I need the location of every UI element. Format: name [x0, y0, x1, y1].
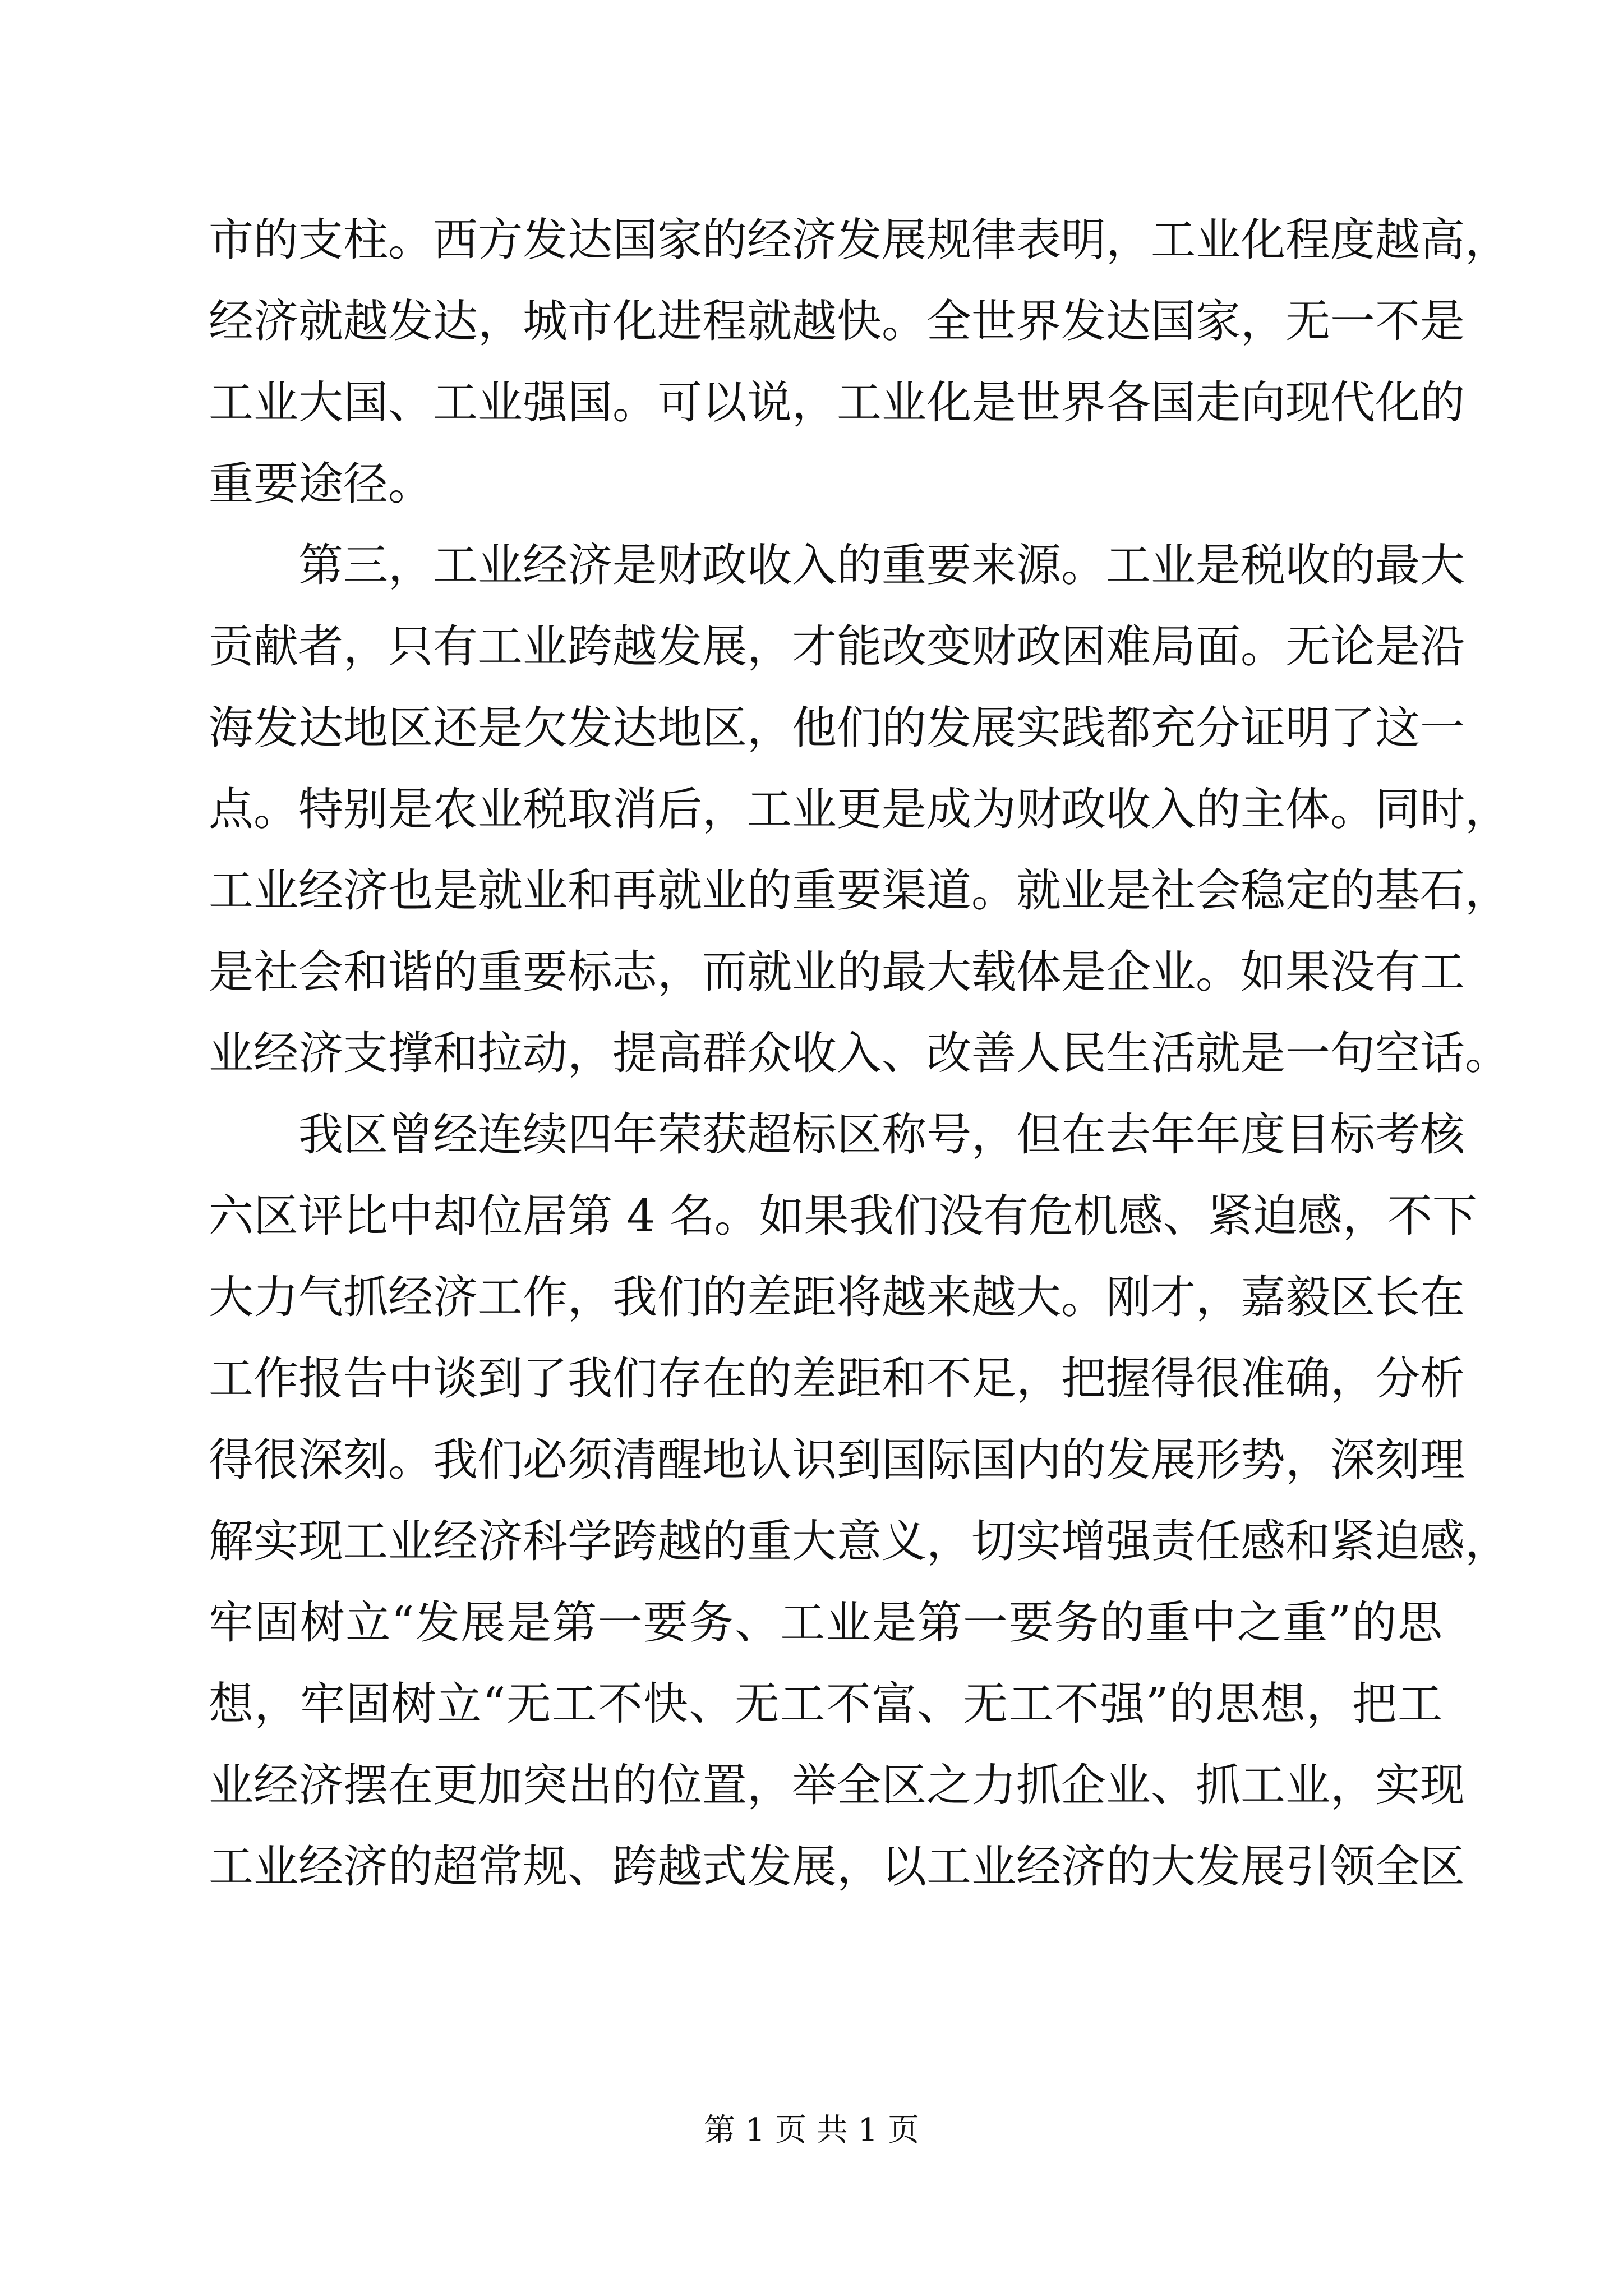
text-line: 经济就越发达，城市化进程就越快。全世界发达国家，无一不是	[209, 295, 1465, 347]
text-line: 工作报告中谈到了我们存在的差距和不足，把握得很准确，分析	[209, 1352, 1465, 1405]
text-line: 工业大国、工业强国。可以说，工业化是世界各国走向现代化的	[209, 376, 1465, 429]
text-line: 点。特别是农业税取消后，工业更是成为财政收入的主体。同时，	[209, 783, 1510, 835]
text-line: 我区曾经连续四年荣获超标区称号，但在去年年度目标考核	[298, 1108, 1465, 1161]
page-number-label: 第 1 页 共 1 页	[703, 2112, 920, 2148]
paragraph-3	[209, 1094, 1510, 1907]
text-line: 想，牢固树立“无工不快、无工不富、无工不强”的思想，把工	[209, 1678, 1442, 1730]
text-line: 重要途径。	[209, 458, 433, 510]
text-line: 工业经济也是就业和再就业的重要渠道。就业是社会稳定的基石，	[209, 864, 1510, 917]
paragraph-1	[209, 199, 1510, 524]
text-line: 海发达地区还是欠发达地区，他们的发展实践都充分证明了这一	[209, 702, 1465, 754]
text-line: 解实现工业经济科学跨越的重大意义，切实增强责任感和紧迫感，	[209, 1515, 1510, 1567]
text-line: 市的支柱。西方发达国家的经济发展规律表明，工业化程度越高，	[209, 214, 1510, 266]
text-line: 是社会和谐的重要标志，而就业的最大载体是企业。如果没有工	[209, 946, 1465, 998]
text-line: 六区评比中却位居第 4 名。如果我们没有危机感、紧迫感，不下	[209, 1190, 1477, 1242]
body-text	[209, 199, 1510, 1907]
text-line: 大力气抓经济工作，我们的差距将越来越大。刚才，嘉毅区长在	[209, 1271, 1465, 1323]
text-line: 业经济支撑和拉动，提高群众收入、改善人民生活就是一句空话。	[209, 1027, 1510, 1079]
page-footer	[0, 2111, 1623, 2150]
text-line: 第三，工业经济是财政收入的重要来源。工业是税收的最大	[298, 539, 1465, 591]
text-line: 业经济摆在更加突出的位置，举全区之力抓企业、抓工业，实现	[209, 1759, 1465, 1811]
text-line: 工业经济的超常规、跨越式发展，以工业经济的大发展引领全区	[209, 1841, 1465, 1893]
paragraph-2	[209, 524, 1510, 1094]
text-line: 得很深刻。我们必须清醒地认识到国际国内的发展形势，深刻理	[209, 1434, 1465, 1486]
text-line: 牢固树立“发展是第一要务、工业是第一要务的重中之重”的思	[209, 1596, 1442, 1649]
text-line: 贡献者，只有工业跨越发展，才能改变财政困难局面。无论是沿	[209, 620, 1465, 673]
